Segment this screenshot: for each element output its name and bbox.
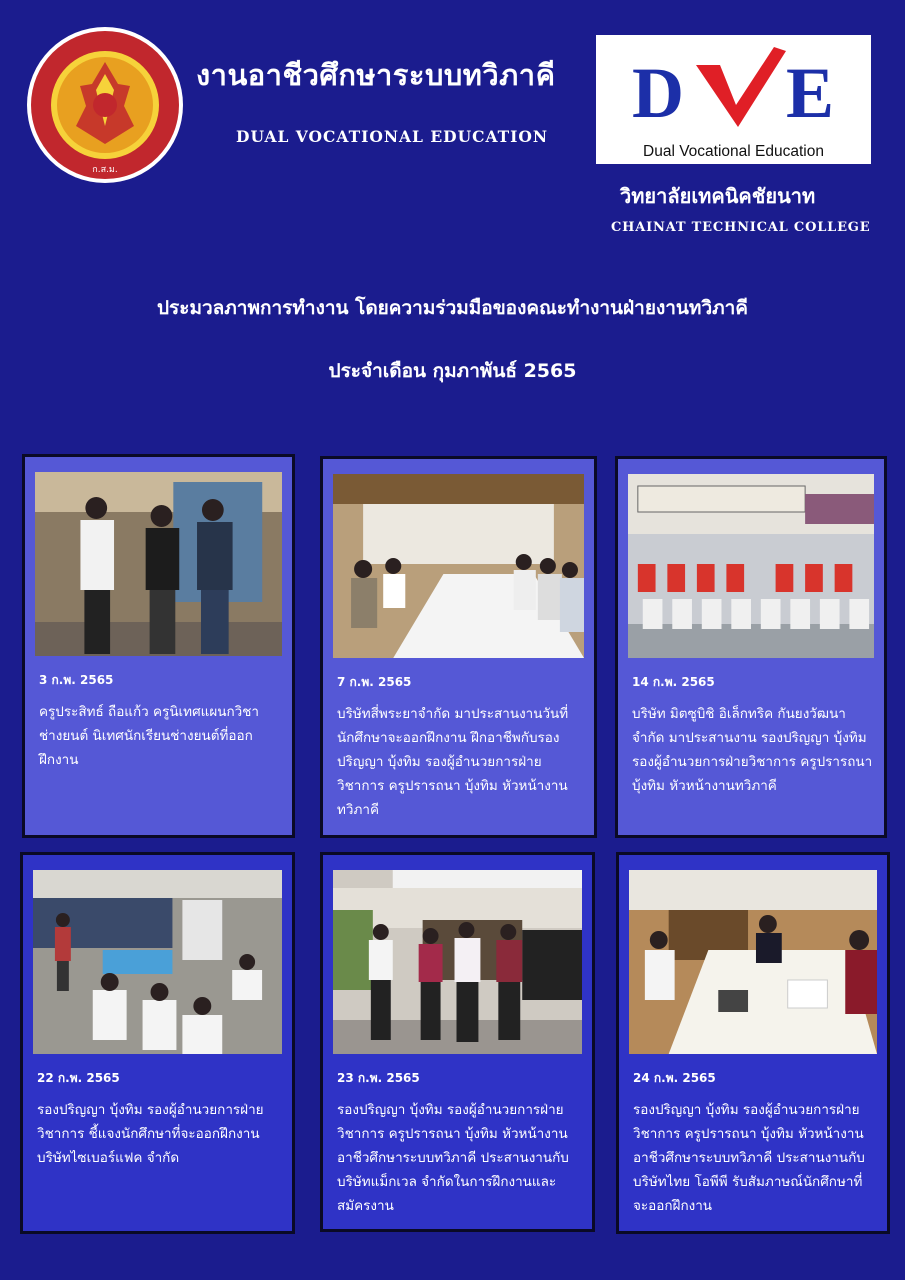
activity-description: บริษัท มิตซูบิชิ อิเล็กทริค กันยงวัฒนา จำกัด มาประสานงาน รองปริญญา บุ้งทิม รองผู้อำนวยการฝ่ายวิชาการ ครูปรารถนา บุ้งทิม หัวหน้างานทวิภาคี: [632, 706, 873, 794]
activity-description: รองปริญญา บุ้งทิม รองผู้อำนวยการฝ่ายวิชาการ ครูปรารถนา บุ้งทิม หัวหน้างานอาชีวศึกษาระบบทวิภาคี ประสานงานกับบริษัทแม็กเวล จำกัดในการฝึกงานและสมัครงาน: [337, 1102, 569, 1214]
activity-card: [615, 456, 887, 838]
vocational-commission-seal-logo: [26, 26, 184, 184]
activity-date: 14 ก.พ. 2565: [632, 675, 715, 689]
activity-card: [20, 852, 295, 1234]
program-title-english: DUAL VOCATIONAL EDUCATION: [236, 127, 549, 146]
activity-card: [320, 852, 595, 1232]
activity-date: 3 ก.พ. 2565: [39, 673, 114, 687]
activity-photo: [333, 474, 584, 658]
activity-description: ครูประสิทธ์ ถือแก้ว ครูนิเทศแผนกวิชาช่างยนต์ นิเทศนักเรียนช่างยนต์ที่ออกฝึกงาน: [39, 704, 259, 768]
activity-date: 22 ก.พ. 2565: [37, 1071, 120, 1085]
activity-description: รองปริญญา บุ้งทิม รองผู้อำนวยการฝ่ายวิชาการ ครูปรารถนา บุ้งทิม หัวหน้างานอาชีวศึกษาระบบทวิภาคี ประสานงานกับบริษัทไทย โอพีพี รับสัมภาษณ์นักศึกษาที่จะออกฝึกงาน: [633, 1102, 865, 1214]
activity-description: รองปริญญา บุ้งทิม รองผู้อำนวยการฝ่ายวิชาการ ชี้แจงนักศึกษาที่จะออกฝึกงาน บริษัทไซเบอร์แฟค จำกัด: [37, 1102, 264, 1166]
activity-photo: [629, 870, 877, 1054]
activity-date: 23 ก.พ. 2565: [337, 1071, 420, 1085]
activity-card: [320, 456, 597, 838]
activity-description: บริษัทสี่พระยาจำกัด มาประสานงานวันที่นักศึกษาจะออกฝึกงาน ฝึกอาชีพกับรองปริญญา บุ้งทิม รองผู้อำนวยการฝ่ายวิชาการ ครูปรารถนา บุ้งทิม หัวหน้างานทวิภาคี: [337, 706, 569, 818]
activity-photo: [35, 472, 282, 656]
page-subheading: ประจำเดือน กุมภาพันธ์ 2565: [328, 360, 577, 382]
program-title-thai: งานอาชีวศึกษาระบบทวิภาคี: [196, 58, 556, 92]
svg-text:ก.ส.ม.: ก.ส.ม.: [92, 165, 118, 175]
svg-text:D: D: [632, 53, 684, 133]
activity-date: 7 ก.พ. 2565: [337, 675, 412, 689]
page-heading: ประมวลภาพการทำงาน โดยความร่วมมือของคณะทำงานฝ่ายงานทวิภาคี: [156, 297, 749, 319]
college-name-thai: วิทยาลัยเทคนิคชัยนาท: [620, 184, 816, 208]
college-name-english: CHAINAT TECHNICAL COLLEGE: [611, 220, 871, 235]
dve-logo: [596, 35, 871, 164]
svg-text:E: E: [786, 53, 835, 133]
activity-photo: [628, 474, 874, 658]
dve-logo-caption: Dual Vocational Education: [643, 143, 824, 160]
activity-photo: [333, 870, 582, 1054]
activity-photo: [33, 870, 282, 1054]
activity-card: [22, 454, 295, 838]
activity-card: [616, 852, 890, 1234]
activity-date: 24 ก.พ. 2565: [633, 1071, 716, 1085]
